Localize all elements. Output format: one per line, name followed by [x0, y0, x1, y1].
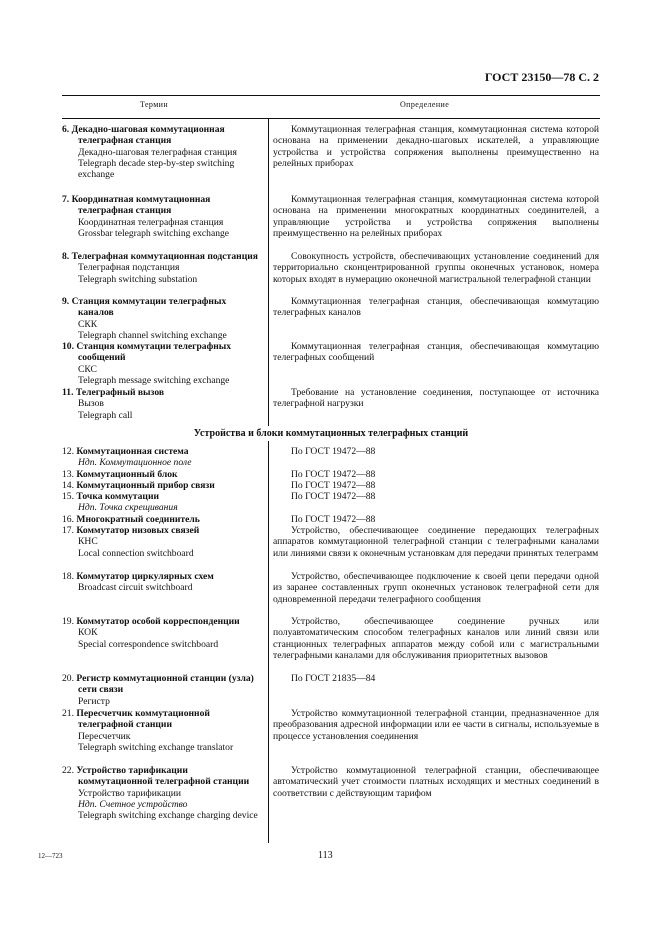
definition-entry: По ГОСТ 19472—88	[291, 446, 376, 457]
term-entry: 13. Коммутационный блок	[62, 469, 178, 480]
term-entry: 11. Телеграфный вызов Вызов Telegraph call	[62, 387, 165, 421]
section-title: Устройства и блоки коммутационных телеграфных станций	[62, 426, 600, 441]
term-entry: 9. Станция коммутации телеграфных каналов СКК Telegraph channel switching exchange	[62, 296, 227, 341]
column-divider	[268, 118, 269, 843]
column-header-term: Термин	[140, 100, 169, 109]
header-rule	[62, 118, 600, 119]
term-entry: 12. Коммутационная система Ндп. Коммутационное поле	[62, 446, 192, 469]
definition-entry: По ГОСТ 19472—88	[291, 514, 376, 525]
definition-entry: Устройство, обеспечивающее соединение передающих телеграфных аппаратов коммутационной телеграфной станции с телеграфными каналами или линиями связи к оконечным установкам для передачи принятых телеграмм	[273, 525, 599, 559]
definition-entry: Устройство коммутационной телеграфной станции, предназначенное для преобразования адресной информации или ее части в сигналы, используемые в процессе установления соединения	[273, 708, 599, 742]
term-entry: 8. Телеграфная коммутационная подстанция Телеграфная подстанция Telegraph switching substation	[62, 251, 258, 285]
term-entry: 21. Пересчетчик коммутационной телеграфной станции Пересчетчик Telegraph switching exchange translator	[62, 708, 234, 753]
definition-entry: По ГОСТ 19472—88	[291, 480, 376, 491]
definition-entry: Коммутационная телеграфная станция, обеспечивающая коммутацию телеграфных сообщений	[273, 341, 599, 364]
term-entry: 15. Точка коммутации Ндп. Точка скрещивания	[62, 491, 178, 514]
definition-entry: По ГОСТ 21835—84	[291, 673, 376, 684]
definition-entry: По ГОСТ 19472—88	[291, 469, 376, 480]
term-entry: 7. Координатная коммутационная телеграфная станция Координатная телеграфная станция Grossbar telegraph switching exchange	[62, 194, 230, 239]
print-code: 12—723	[38, 852, 63, 860]
definition-entry: Коммутационная телеграфная станция, коммутационная система которой основана на применении декадно-шаговых искателей, а управляющие устройства и устройства сопряжения выполнены преимущественно на релейных приборах	[273, 124, 599, 169]
page-number: 113	[318, 850, 333, 861]
definition-entry: Устройство коммутационной телеграфной станции, обеспечивающее автоматический учет стоимости платных исходящих и местных соединений в соответствии с действующим тарифом	[273, 765, 599, 799]
term-entry: 14. Коммутационный прибор связи	[62, 480, 215, 491]
definition-entry: Устройство, обеспечивающее соединение ручных или полуавтоматическим способом телеграфных каналов или линий связи или станционных телеграфных аппаратов между собой или с магистральными телеграфными каналами для обслуживания приоритетных вызовов	[273, 616, 599, 661]
definition-entry: Коммутационная телеграфная станция, обеспечивающая коммутацию телеграфных каналов	[273, 296, 599, 319]
term-entry: 20. Регистр коммутационной станции (узла) сети связи Регистр	[62, 673, 254, 707]
term-entry: 19. Коммутатор особой корреспонденции КОК Special correspondence switchboard	[62, 616, 240, 650]
term-entry: 6. Декадно-шаговая коммутационная телеграфная станция Декадно-шаговая телеграфная станция Telegraph decade step-by-step switching exchange	[62, 124, 237, 181]
term-entry: 18. Коммутатор циркулярных схем Broadcast circuit switchboard	[62, 571, 214, 594]
definition-entry: Совокупность устройств, обеспечивающих установление соединений для территориально сконцентрированной группы оконечных установок, номера которых входят в нумерацию оконечной магистральной телеграфной станции	[273, 251, 599, 285]
term-entry: 22. Устройство тарификации коммутационной телеграфной станции Устройство тарификации Ндп. Счетное устройство Telegraph switching exchange charging device	[62, 765, 258, 822]
term-entry: 10. Станция коммутации телеграфных сообщений СКС Telegraph message switching exchange	[62, 341, 232, 386]
page-header: ГОСТ 23150—78 С. 2	[484, 70, 599, 84]
term-entry: 16. Многократный соединитель	[62, 514, 200, 525]
column-header-definition: Определение	[400, 100, 450, 109]
table-top-rule	[62, 95, 600, 96]
definition-entry: Требование на установление соединения, поступающее от источника телеграфной нагрузки	[273, 387, 599, 410]
definition-entry: Коммутационная телеграфная станция, коммутационная система которой основана на применении многократных координатных соединителей, а управляющие устройства и устройства сопряжения выполнены преимущественно на релейных приборах	[273, 194, 599, 239]
definition-entry: По ГОСТ 19472—88	[291, 491, 376, 502]
definition-entry: Устройство, обеспечивающее подключение к своей цепи передачи одной из заранее составленных групп оконечных установок телеграфной сети для одновременной передачи телеграфного сообщения	[273, 571, 599, 605]
term-entry: 17. Коммутатор низовых связей КНС Local connection switchboard	[62, 525, 200, 559]
